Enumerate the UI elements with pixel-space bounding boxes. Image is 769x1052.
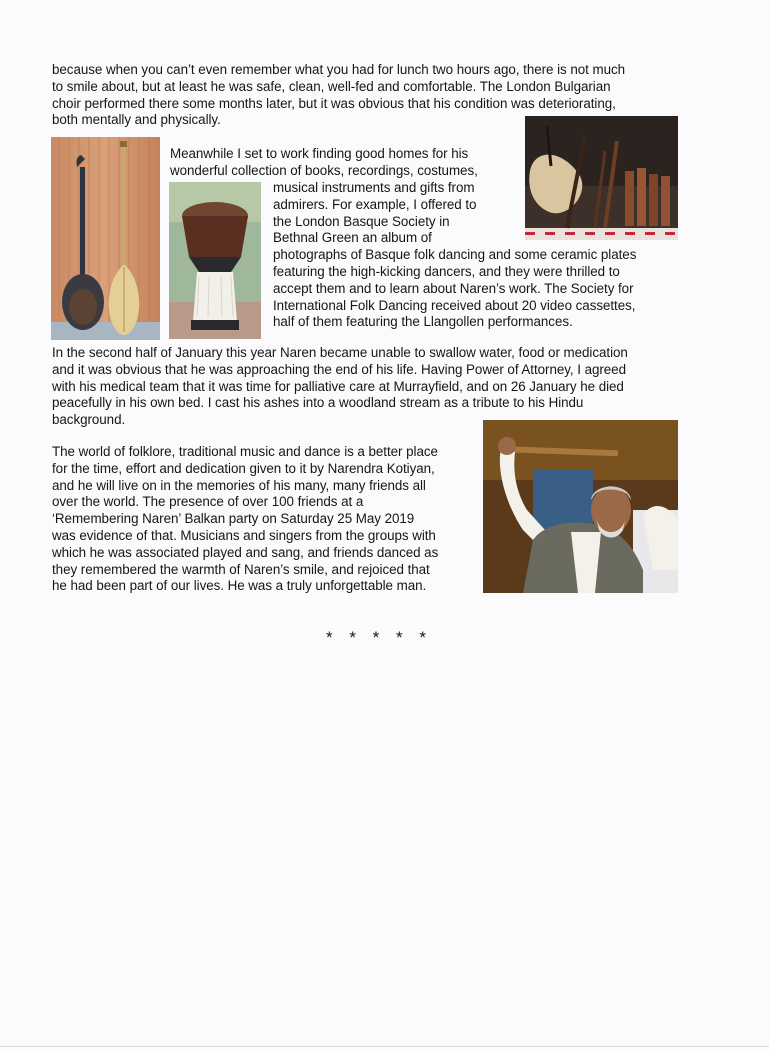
text-line: admirers. For example, I offered to [273,196,477,212]
text-line: which he was associated played and sang, and friends danced as [52,544,439,560]
text-line: with his medical team that it was time for palliative care at Murrayfield, and on 26 January he died [52,378,624,394]
text-line: featuring the high-kicking dancers, and they were thrilled to [273,263,620,279]
paragraph-3 [52,345,628,429]
photo-string-instruments [51,137,160,340]
text-line: for the time, effort and dedication given to it by Narendra Kotiyan, [52,460,435,476]
text-line: and it was obvious that he was approaching the end of his life. Having Power of Attorney, I agreed [52,361,626,377]
text-line: because when you can’t even remember what you had for lunch two hours ago, there is not much [52,62,626,77]
photo-drum [169,182,261,339]
text-line: Bethnal Green an album of [273,230,432,246]
text-line: ‘Remembering Naren’ Balkan party on Saturday 25 May 2019 [52,511,415,527]
text-line: both mentally and physically. [52,112,221,128]
section-separator: * * * * * [326,628,432,647]
text-line: to smile about, but at least he was safe, clean, well-fed and comfortable. The London Bulgarian [52,78,611,94]
text-line: musical instruments and gifts from [273,180,475,195]
photo-naren-dancing [483,420,678,593]
photo-bagpipe-and-flutes [525,116,678,240]
text-line: Meanwhile I set to work finding good homes for his [170,146,469,161]
text-line: In the second half of January this year Naren became unable to swallow water, food or medication [52,345,628,360]
paragraph-2-intro [170,146,478,180]
page-edge [0,1046,769,1047]
text-line: was evidence of that. Musicians and singers from the groups with [52,527,436,543]
text-line: International Folk Dancing received about 20 video cassettes, [273,297,636,313]
text-line: wonderful collection of books, recordings, costumes, [170,162,478,178]
text-line: he had been part of our lives. He was a truly unforgettable man. [52,578,427,594]
text-line: accept them and to learn about Naren’s work. The Society for [273,280,634,296]
text-line: peacefully in his own bed. I cast his ashes into a woodland stream as a tribute to his Hindu [52,395,584,411]
text-line: The world of folklore, traditional music and dance is a better place [52,444,438,459]
text-line: choir performed there some months later, but it was obvious that his condition was deteriorating, [52,95,616,111]
paragraph-4 [52,444,438,595]
text-line: half of them featuring the Llangollen performances. [273,314,573,330]
text-line: photographs of Basque folk dancing and some ceramic plates [273,247,637,263]
text-line: they remembered the warmth of Naren’s smile, and rejoiced that [52,561,430,577]
text-line: background. [52,412,126,428]
text-line: over the world. The presence of over 100 friends at a [52,494,364,510]
text-line: and he will live on in the memories of his many, many friends all [52,477,426,493]
text-line: the London Basque Society in [273,213,450,229]
